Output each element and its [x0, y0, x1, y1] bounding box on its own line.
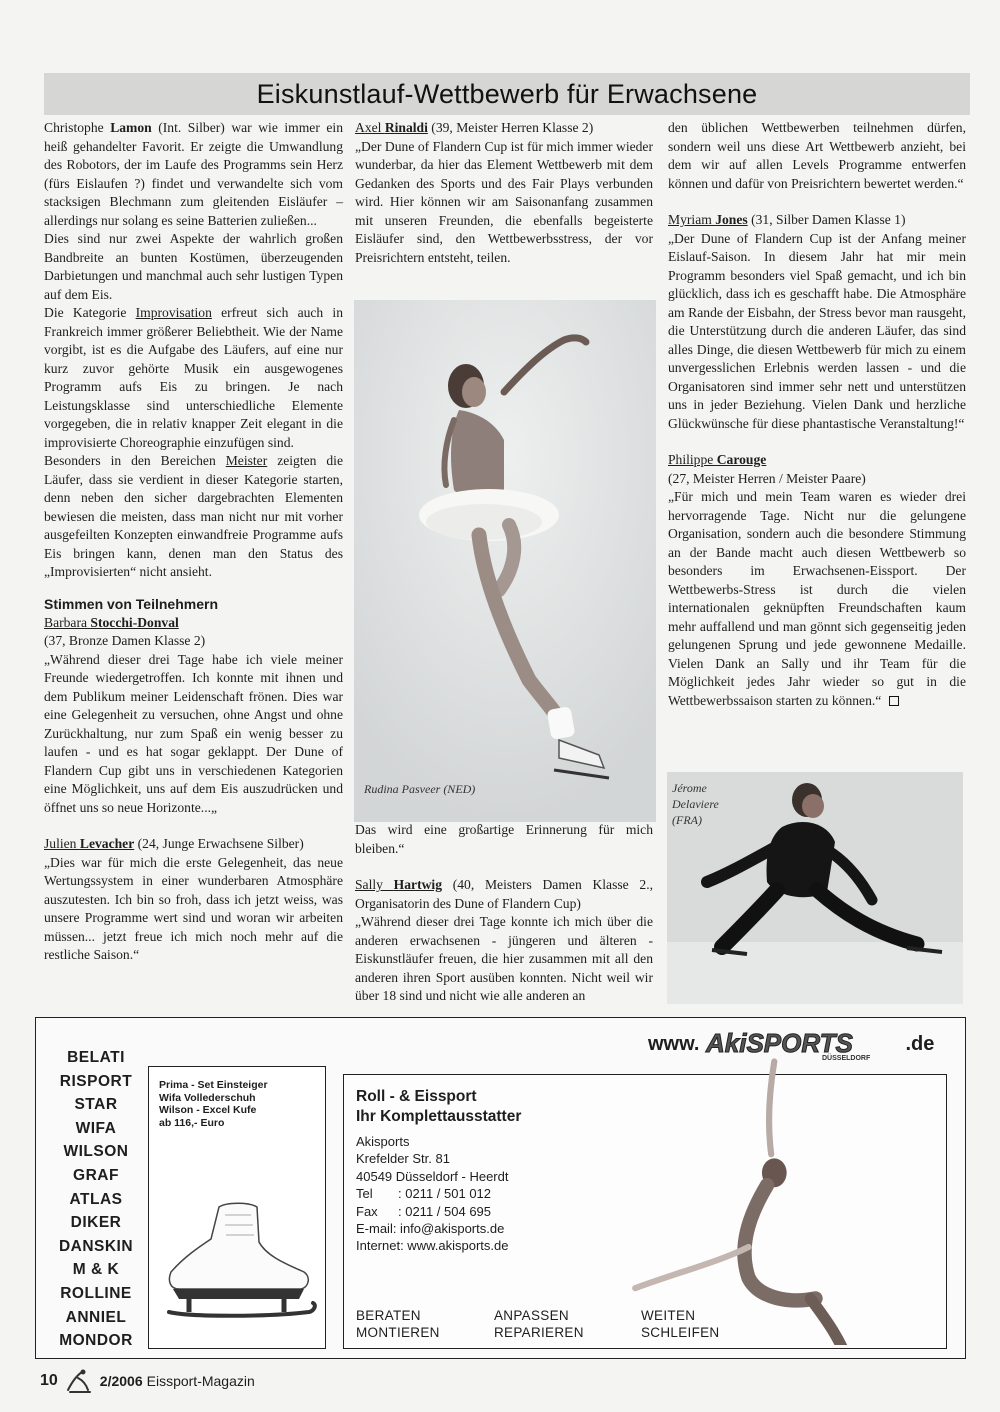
name-barbara: Barbara Stocchi-Donval	[44, 614, 179, 630]
page-number: 10	[40, 1372, 58, 1389]
dancer-silhouette-illustration	[594, 1015, 934, 1345]
quote-philippe: „Für mich und mein Team waren es wieder drei hervorragende Tage. Nicht nur die gelungene Organisation, sondern auch die besondere Stimmung an der Bande macht auch diesen Wettbewerb so besonders im Erwachsenen-Eissport. Der Wettbewerbs-Stress ist durch die vielen internationalen geknüpften Freundschaften kaum mehr auffallend und man gönnt sich gegenseitig jeden gelungenen Sprung und jede gewonnene Medaille. Vielen Dank an Sally und ihr Team für die Möglichkeit jedes Jahr wieder so gut in die Wettbewerbssaison starten zu können.“	[668, 489, 966, 708]
brand-item: BELATI	[67, 1049, 125, 1066]
name-axel: Axel Rinaldi	[355, 120, 428, 135]
fax-row: Fax : 0211 / 504 695	[356, 1203, 492, 1219]
term-meister: Meister	[225, 453, 268, 468]
column-2-top	[355, 119, 653, 267]
quote-sally-continued: den üblichen Wettbewerben teilnehmen dürfen, sondern weil uns diese Art Wettbewerb anzieht, bei dem wir auf allen Levels Programme entwerfen können und dafür von Preisrichtern bewertet werden.“	[668, 120, 966, 191]
internet-link[interactable]: Internet: www.akisports.de	[356, 1238, 509, 1254]
company-name: Akisports	[356, 1134, 410, 1149]
photo-rudina-pasveer	[354, 300, 656, 822]
akisports-advertisement	[35, 1017, 966, 1359]
section-heading-voices: Stimmen von Teilnehmern	[44, 595, 218, 612]
shop-info-box	[343, 1074, 947, 1349]
quote-block-julien: Julien Levacher (24, Junge Erwachsene Silber)	[44, 836, 304, 851]
quote-sally: „Während dieser drei Tage konnte ich mich über die anderen erwachsenen - jüngeren und älteren - Eiskunstläufer freuen, die hier zusammen mit all den anderen ihren Sport ausüben konnten. Nicht weil wir über 18 sind und nicht wie alle anderen an	[355, 914, 653, 1003]
brand-item: ANNIEL	[65, 1308, 127, 1326]
name-myriam: Myriam Jones	[668, 212, 748, 227]
name-julien: Julien Levacher	[44, 836, 135, 851]
brand-item: ATLAS	[69, 1190, 123, 1208]
brand-item: WIFA	[75, 1119, 117, 1137]
paragraph-lamon: Christophe Lamon (Int. Silber) war wie immer ein heiß gehandelter Favorit. Er zeigte die Umwandlung des Robotors, der im Laufe des Programms sein Herz (fürs Eislaufen ?) findet und verwandelte sich vom stacksigen Blechmann zum gleitenden Eisläufer – allerdings nur solang es seine Batterien zuließen...	[44, 120, 343, 228]
info-philippe: (27, Meister Herren / Meister Paare)	[668, 470, 866, 486]
page-footer	[40, 1368, 255, 1394]
quote-julien: „Dies war für mich die erste Gelegenheit, das neue Wertungssystem in einer wunderbaren Atmosphäre auszutesten. Ich bin so froh, dass ich jetzt weiss, was unsere Programme wert sind und woran wir arbeiten müssen... jetzt freue ich mich noch mehr auf die restliche Saison.“	[44, 854, 343, 962]
issue-number: 2/2006	[99, 1373, 143, 1389]
brand-item: DANSKIN	[58, 1237, 134, 1255]
caption-rudina: Rudina Pasveer (NED)	[364, 782, 476, 796]
shop-heading: Roll - & Eissport Ihr Komplettausstatter	[356, 1088, 522, 1125]
magazine-skater-logo-icon	[64, 1368, 94, 1394]
brand-list	[44, 1046, 148, 1353]
service-group-3: WEITEN SCHLEIFEN	[641, 1308, 720, 1340]
article-end-square-icon	[889, 696, 899, 706]
brand-item: GRAF	[73, 1166, 119, 1184]
fax-number: : 0211 / 504 695	[398, 1203, 492, 1219]
brand-item: ROLLINE	[60, 1284, 132, 1302]
paragraph-meister: Besonders in den Bereichen Meister zeigten die Läufer, dass sie verdient in dieser Kategorie starten, denn neben den sicher dargebrachten Elementen bewiesen die meisten, dass man nicht nur mit vorher ausgefeilten Konzepten einwandfreie Programme aufs Eis bringen kann, denen man den Status des „Improvisierten“ nicht ansieht.	[44, 453, 343, 579]
name-lamon: Lamon	[110, 120, 152, 135]
paragraph-bandwidth: Dies sind nur zwei Aspekte der wahrlich großen Bandbreite an bunten Kostümen, überzeugenden Darbietungen und manchmal auch sehr lustigen Typen auf dem Eis.	[44, 231, 343, 302]
magazine-name: Eissport-Magazin	[146, 1373, 255, 1389]
column-3	[668, 119, 966, 710]
article-title-bar	[44, 73, 970, 115]
column-1	[44, 119, 343, 965]
name-sally: Sally Hartwig	[355, 877, 442, 892]
skate-offer-text: Prima - Set Einsteiger Wifa Vollederschuh Wilson - Excel Kufe ab 116,- Euro	[159, 1079, 268, 1129]
quote-axel: „Der Dune of Flandern Cup ist für mich immer wieder wunderbar, da hier das Element Wettbewerb mit dem Gedanken des Sports und des Fair Plays verbunden wird. Hier können wir am Saisonanfang zusammen mit unseren Freunden, die ebenfalls begeisterte Eisläufer sind, den Wettbewerbsstress, der vor Preisrichtern entsteht, teilen.	[355, 138, 653, 265]
quote-myriam: „Der Dune of Flandern Cup ist der Anfang meiner Eislauf-Saison. In diesem Jahr hat mir mein Programm besonders viel Spaß gemacht, und ich bin glücklich, dass ich es geschafft habe. Die Atmosphäre am Rande der Eisbahn, der Stress bevor man rausgeht, die Unterstützung durch die anderen Läufer, das sind alles Dinge, die diesen Wettbewerb für mich zu einem unvergesslichen Erlebnis werden lassen - und die Organisatoren sind immer sehr nett und unterstützen uns in jeder Beziehung. Vielen Dank und herzliche Glückwünsche für diese phantastische Veranstaltung!“	[668, 230, 966, 431]
quote-barbara: „Während dieser drei Tage habe ich viele meiner Freunde wiedergetroffen. Ich konnte mit ihnen und dem Publikum meiner Leidenschaft frönen. Dies war eine Gelegenheit zu versuchen, ohne Angst und ohne Zurückhaltung, nur zum Spaß ein wenig besser zu laufen - und es hat sogar geklappt. Der Dune of Flandern Cup gibt uns in verschiedenen Kategorien eine Möglichkeit, uns auf dem Eis auszudrücken und öffnet uns so neue Horizonte...„	[44, 651, 343, 815]
quote-block-myriam: Myriam Jones (31, Silber Damen Klasse 1)	[668, 212, 906, 227]
brand-item: M & K	[72, 1261, 120, 1279]
service-group-1: BERATEN MONTIEREN	[356, 1308, 440, 1340]
caption-jerome: Jérome Delaviere (FRA)	[672, 781, 719, 827]
term-improvisation: Improvisation	[135, 305, 212, 320]
brand-item: RISPORT	[59, 1072, 133, 1090]
brand-item: WILSON	[63, 1143, 129, 1161]
quote-block-sally: Sally Hartwig (40, Meisters Damen Klasse 2., Organisatorin des Dune of Flandern Cup)	[355, 877, 654, 911]
akisports-web-address[interactable]: www. AkiSPORTS DÜSSELDORF .de	[648, 1028, 935, 1062]
ice-skate-icon	[149, 1067, 327, 1350]
city: 40549 Düsseldorf - Heerdt	[356, 1168, 509, 1184]
column-2-bottom	[355, 821, 653, 1006]
quote-block-axel: Axel Rinaldi (39, Meister Herren Klasse 2)	[355, 120, 594, 135]
brand-item: DIKER	[70, 1214, 122, 1232]
skater-figure-illustration	[354, 300, 656, 822]
email-link[interactable]: E-mail: info@akisports.de	[356, 1221, 505, 1237]
article-title: Eiskunstlauf-Wettbewerb für Erwachsene	[256, 78, 758, 109]
info-barbara: (37, Bronze Damen Klasse 2)	[44, 633, 206, 648]
brand-item: STAR	[74, 1096, 118, 1114]
phone-number[interactable]: : 0211 / 501 012	[398, 1186, 492, 1202]
name-philippe: Philippe Carouge	[668, 452, 767, 467]
skate-offer-box	[148, 1066, 326, 1349]
shop-address	[356, 1133, 508, 1255]
phone-row: Tel : 0211 / 501 012	[356, 1186, 492, 1202]
street: Krefelder Str. 81	[356, 1151, 450, 1167]
svg-text:AkiSPORTS: AkiSPORTS	[706, 1028, 854, 1058]
paragraph-improvisation: Die Kategorie Improvisation erfreut sich auch in Frankreich immer größerer Beliebtheit. Wie der Name vorgibt, ist es die Aufgabe des Läufers, auf eine nur kurz zuvor gehörte Musik ein ausgewogenes Programm aufs Eis zu bringen. Je nach Leistungsklasse sind unterschiedliche Elemente vorgegeben, die in relativ knapper Zeit elegant in die improvisierte Choreographie einzufügen sind.	[44, 305, 343, 450]
quote-axel-end: Das wird eine großartige Erinnerung für mich bleiben.“	[355, 822, 653, 856]
brand-item: MONDOR	[59, 1332, 133, 1350]
service-group-2: ANPASSEN REPARIEREN	[494, 1308, 584, 1340]
svg-text:DÜSSELDORF: DÜSSELDORF	[822, 1055, 871, 1062]
